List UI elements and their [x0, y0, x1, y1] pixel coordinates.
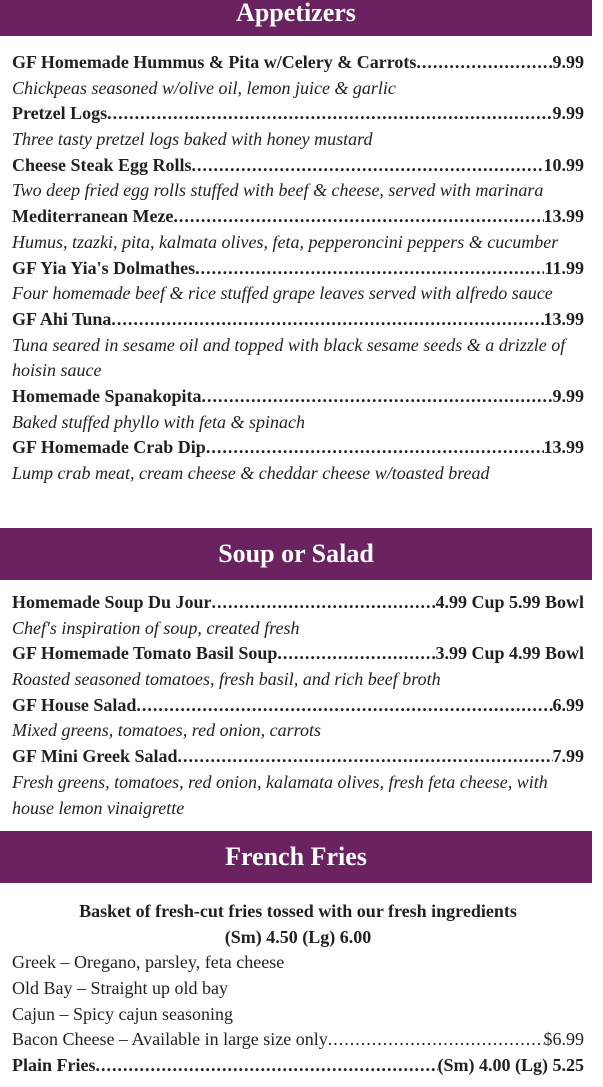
dot-leader: [178, 744, 553, 770]
item-price: 13.99: [543, 206, 584, 227]
dot-leader: [277, 641, 435, 667]
item-description: Four homemade beef & rice stuffed grape leaves served with alfredo sauce: [12, 283, 553, 304]
item-price: (Sm) 4.00 (Lg) 5.25: [437, 1055, 584, 1076]
item-price: $6.99: [543, 1029, 584, 1050]
item-price: 3.99 Cup 4.99 Bowl: [435, 643, 584, 664]
menu-item: [12, 204, 584, 230]
item-description: Baked stuffed phyllo with feta & spinach: [12, 411, 305, 432]
fries-intro-price: (Sm) 4.50 (Lg) 6.00: [224, 926, 372, 947]
item-name: GF House Salad: [12, 694, 137, 715]
menu-item: [12, 744, 584, 770]
dot-leader: [96, 1053, 438, 1079]
menu-item: [12, 307, 584, 333]
soup-salad-header: Soup or Salad: [0, 528, 592, 580]
menu-item: [12, 153, 584, 179]
item-name: Pretzel Logs: [12, 103, 108, 124]
item-name: GF Homemade Tomato Basil Soup: [12, 643, 278, 664]
item-price: 13.99: [543, 437, 584, 458]
item-description: Fresh greens, tomatoes, red onion, kalamata olives, fresh feta cheese, with house lemon vinaigrette: [12, 771, 548, 818]
fries-bacon-cheese: [12, 1027, 584, 1053]
french-fries-section: [12, 899, 584, 1079]
dot-leader: [136, 693, 552, 719]
menu-item: [12, 641, 584, 667]
item-name: Homemade Soup Du Jour: [12, 592, 212, 612]
item-price: 13.99: [543, 308, 584, 329]
item-description: Roasted seasoned tomatoes, fresh basil, and rich beef broth: [12, 669, 441, 690]
item-price: 9.99: [552, 386, 584, 407]
dot-leader: [192, 153, 544, 179]
menu-item: [12, 590, 584, 616]
item-price: 9.99: [552, 52, 584, 72]
item-price: 11.99: [544, 257, 584, 278]
item-description: Tuna seared in sesame oil and topped with black sesame seeds & a drizzle of hoisin sauce: [12, 334, 566, 381]
item-description: Two deep fried egg rolls stuffed with beef & cheese, served with marinara: [12, 180, 544, 201]
item-price: 9.99: [552, 103, 584, 124]
item-name: Cheese Steak Egg Rolls: [12, 154, 192, 175]
french-fries-header: French Fries: [0, 831, 592, 883]
dot-leader: [111, 307, 543, 333]
fries-intro: Basket of fresh-cut fries tossed with our fresh ingredients: [79, 901, 517, 921]
menu-item: [12, 50, 584, 76]
item-name: Bacon Cheese – Available in large size only: [12, 1029, 328, 1050]
menu-item: [12, 435, 584, 461]
fries-plain: [12, 1053, 584, 1079]
dot-leader: [206, 435, 544, 461]
menu-item: [12, 256, 584, 282]
item-price: 10.99: [543, 154, 584, 175]
dot-leader: [107, 101, 552, 127]
fries-option: Greek – Oregano, parsley, feta cheese: [12, 952, 285, 973]
item-name: GF Yia Yia's Dolmathes: [12, 257, 196, 278]
item-name: GF Homemade Hummus & Pita w/Celery & Carrots: [12, 52, 417, 72]
item-name: GF Ahi Tuna: [12, 308, 112, 329]
item-price: 7.99: [552, 746, 584, 767]
menu-item: [12, 101, 584, 127]
item-name: Mediterranean Meze: [12, 206, 174, 227]
fries-option: Old Bay – Straight up old bay: [12, 978, 228, 999]
item-description: Lump crab meat, cream cheese & cheddar cheese w/toasted bread: [12, 463, 490, 484]
item-price: 6.99: [552, 694, 584, 715]
item-description: Chef's inspiration of soup, created fresh: [12, 617, 300, 638]
menu-item: [12, 693, 584, 719]
dot-leader: [195, 256, 544, 282]
soup-salad-list: [12, 590, 584, 821]
appetizers-list: [12, 50, 584, 487]
dot-leader: [212, 590, 436, 616]
appetizers-header: Appetizers: [0, 0, 592, 36]
dot-leader: [173, 204, 543, 230]
dot-leader: [202, 384, 553, 410]
item-description: Three tasty pretzel logs baked with honey mustard: [12, 129, 373, 150]
dot-leader: [328, 1027, 544, 1053]
item-price: 4.99 Cup 5.99 Bowl: [435, 592, 584, 612]
item-name: Plain Fries: [12, 1055, 96, 1076]
item-name: Homemade Spanakopita: [12, 386, 202, 407]
item-name: GF Mini Greek Salad: [12, 746, 178, 767]
dot-leader: [416, 50, 552, 76]
item-description: Humus, tzazki, pita, kalmata olives, feta, pepperoncini peppers & cucumber: [12, 231, 559, 252]
item-description: Chickpeas seasoned w/olive oil, lemon juice & garlic: [12, 77, 396, 98]
menu-item: [12, 384, 584, 410]
fries-option: Cajun – Spicy cajun seasoning: [12, 1003, 233, 1024]
item-name: GF Homemade Crab Dip: [12, 437, 206, 458]
item-description: Mixed greens, tomatoes, red onion, carrots: [12, 720, 321, 741]
